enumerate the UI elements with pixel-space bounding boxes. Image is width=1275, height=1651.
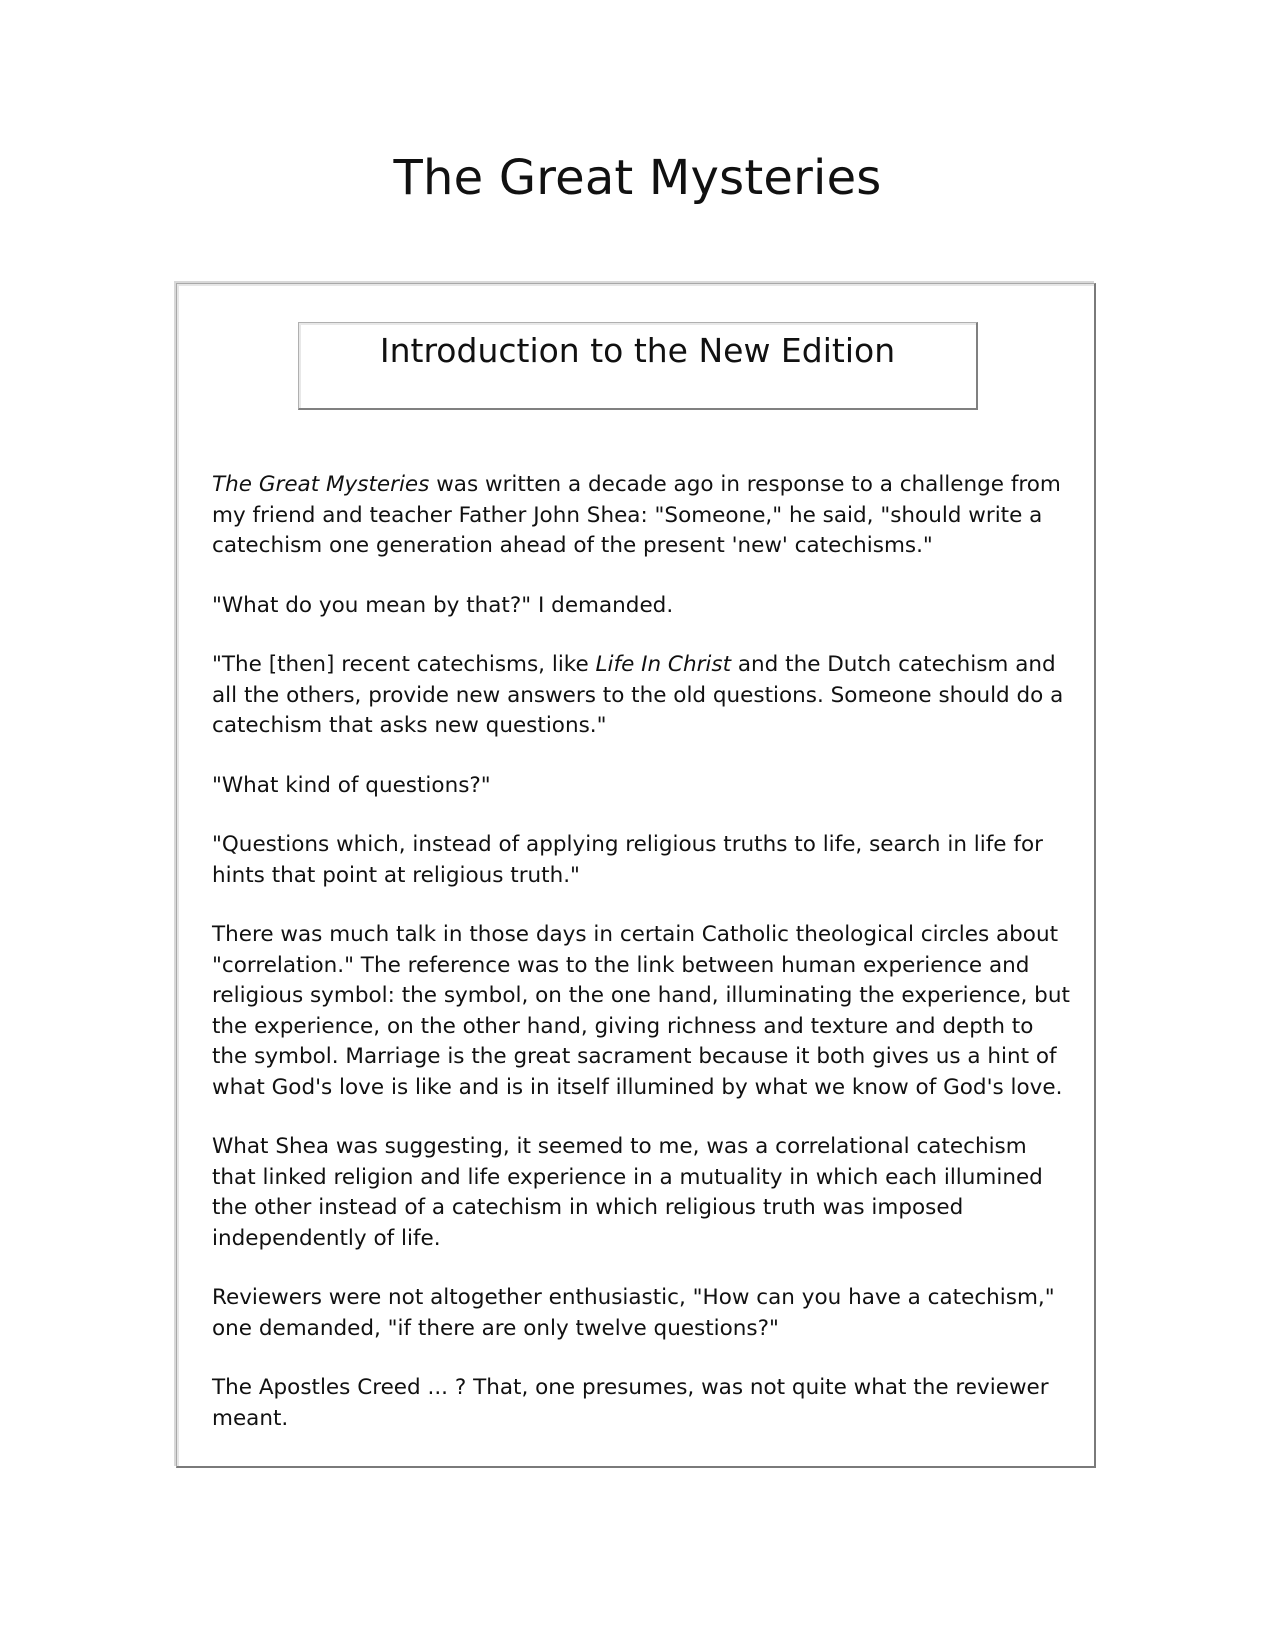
paragraph-8: Reviewers were not altogether enthusiastic, "How can you have a catechism," one demanded, "if there are only twelve questions?" — [212, 1285, 1055, 1341]
paragraph-3-text-before: "The [then] recent catechisms, like — [212, 652, 596, 677]
page-title: The Great Mysteries — [393, 150, 882, 206]
book-title-italic: The Great Mysteries — [212, 472, 430, 497]
paragraph-5: "Questions which, instead of applying religious truths to life, search in life for hints that point at religious truth." — [212, 832, 1043, 888]
body-text — [212, 470, 1072, 1463]
paragraph-4: "What kind of questions?" — [212, 772, 491, 798]
paragraph-3-text-after: and the Dutch catechism and all the others, provide new answers to the old questions. Someone should do a catechism that asks new questions." — [212, 652, 1064, 738]
paragraph-3 — [212, 650, 1072, 742]
paragraph-2: "What do you mean by that?" I demanded. — [212, 592, 674, 618]
catechism-title-italic: Life In Christ — [595, 652, 732, 677]
paragraph-1-text: was written a decade ago in response to a challenge from my friend and teacher Father John Shea: "Someone," he said, "should write a catechism one generation ahead of the present 'new' catechisms." — [212, 472, 1061, 558]
paragraph-7: What Shea was suggesting, it seemed to me, was a correlational catechism that linked religion and life experience in a mutuality in which each illumined the other instead of a catechism in which religious truth was imposed independently of life. — [212, 1134, 1043, 1251]
paragraph-1 — [212, 470, 1072, 562]
paragraph-6: There was much talk in those days in certain Catholic theological circles about "correlation." The reference was to the link between human experience and religious symbol: the symbol, on the one hand, illuminating the experience, but the experience, on the other hand, giving richness and texture and depth to the symbol. Marriage is the great sacrament because it both gives us a hint of what God's love is like and is in itself illumined by what we know of God's love. — [212, 922, 1070, 1100]
section-subtitle: Introduction to the New Edition — [379, 331, 896, 370]
paragraph-9: The Apostles Creed ... ? That, one presumes, was not quite what the reviewer meant. — [212, 1375, 1049, 1431]
subtitle-frame — [298, 322, 978, 410]
